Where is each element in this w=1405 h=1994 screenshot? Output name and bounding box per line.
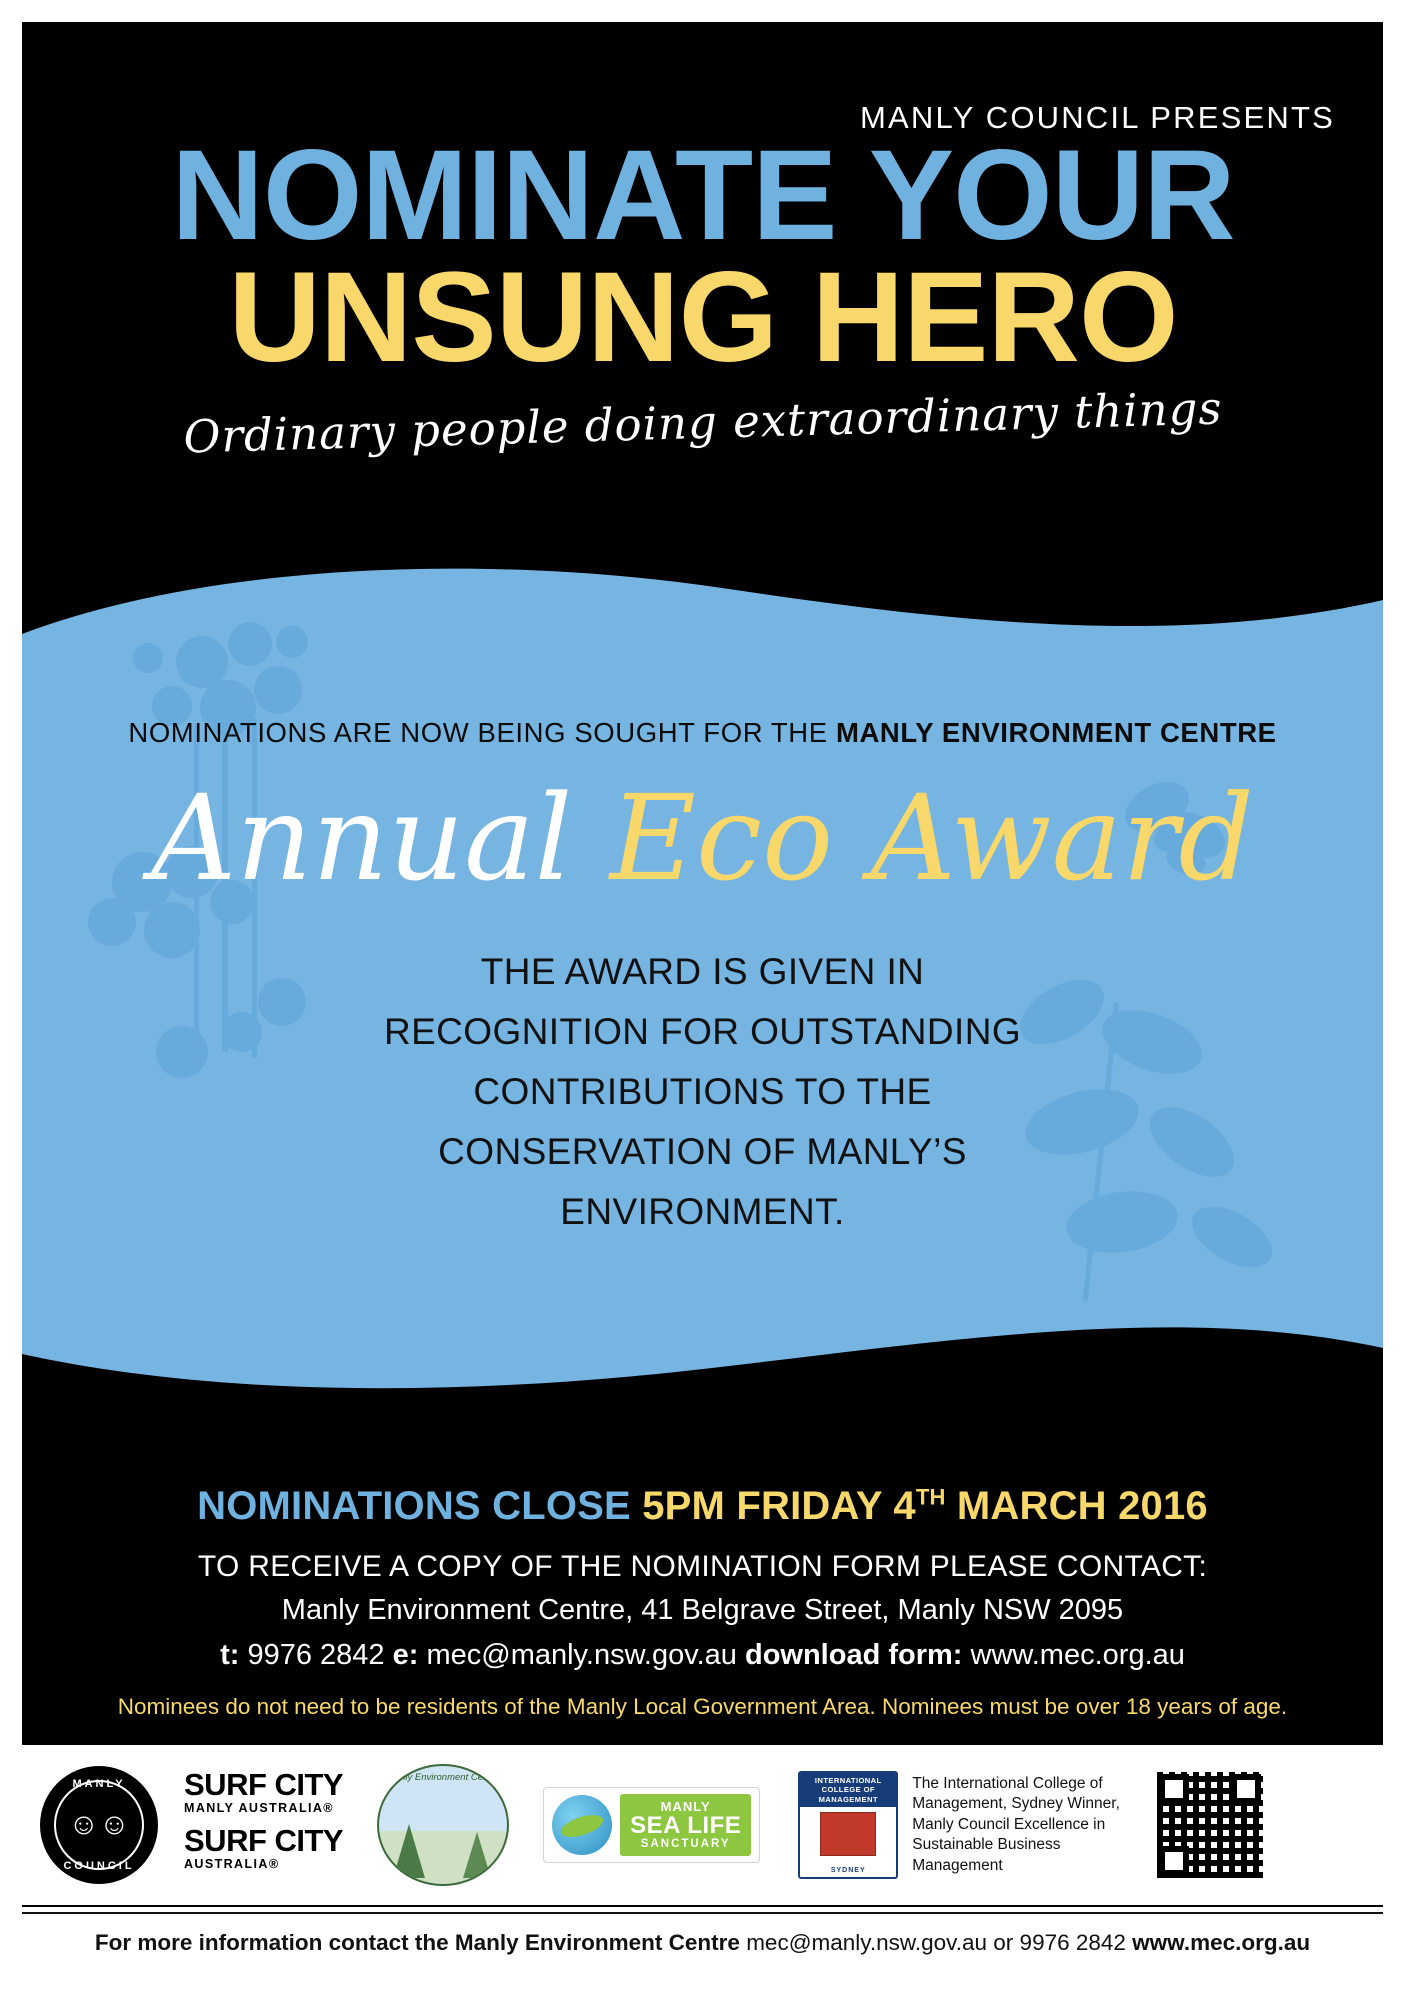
- nominations-sought-prefix: NOMINATIONS ARE NOW BEING SOUGHT FOR THE: [128, 717, 836, 748]
- manly-environment-centre-logo: [343, 1750, 509, 1900]
- tagline: Ordinary people doing extraordinary things: [182, 381, 1224, 464]
- award-description-line: CONTRIBUTIONS TO THE: [473, 1070, 932, 1112]
- award-script-title: [22, 769, 1383, 907]
- award-description-line: THE AWARD IS GIVEN IN: [480, 951, 925, 992]
- qr-code[interactable]: [1127, 1750, 1263, 1900]
- council-seal-bottom-text: COUNCIL: [63, 1860, 135, 1872]
- qr-eye-icon: [1159, 1846, 1189, 1876]
- manly-sea-life-sanctuary-logo: [509, 1750, 760, 1900]
- presents-line: MANLY COUNCIL PRESENTS: [859, 100, 1335, 135]
- surf-city-logos: [158, 1750, 343, 1900]
- nominations-close-date-pre: 5PM FRIDAY 4: [642, 1484, 916, 1528]
- surf-city-manly-sub: MANLY AUSTRALIA®: [184, 1800, 334, 1815]
- sealife-line-3: SANCTUARY: [640, 1838, 731, 1851]
- download-url[interactable]: www.mec.org.au: [962, 1639, 1185, 1671]
- footer-contact-line: [0, 1930, 1405, 1956]
- award-description: [22, 942, 1383, 1242]
- script-word-annual: Annual: [151, 769, 573, 907]
- contact-heading: TO RECEIVE A COPY OF THE NOMINATION FORM PLEASE CONTACT:: [197, 1550, 1208, 1583]
- surf-city-manly-title: SURF CITY: [184, 1767, 344, 1803]
- icm-top-text: INTERNATIONAL COLLEGE OF MANAGEMENT: [800, 1773, 896, 1807]
- icm-bottom-text: SYDNEY: [830, 1867, 866, 1874]
- download-label: download form:: [744, 1639, 963, 1671]
- footer-bold-lead: For more information contact the Manly Environment Centre: [94, 1930, 747, 1955]
- nominations-close-label: NOMINATIONS CLOSE: [197, 1484, 643, 1528]
- manly-council-logo: [22, 1750, 158, 1900]
- phone-label: t:: [220, 1639, 240, 1671]
- nominations-sought-org: MANLY ENVIRONMENT CENTRE: [835, 717, 1277, 748]
- phone-value: 9976 2842: [239, 1639, 393, 1671]
- headline-line-2: UNSUNG HERO: [228, 246, 1178, 389]
- award-description-line: RECOGNITION FOR OUTSTANDING: [383, 1010, 1022, 1052]
- shield-icon: [820, 1812, 876, 1856]
- poster-board: [22, 22, 1383, 1907]
- headline-line-1: NOMINATE YOUR: [171, 124, 1235, 267]
- globe-icon: [552, 1795, 612, 1855]
- email-value[interactable]: mec@manly.nsw.gov.au: [418, 1639, 745, 1671]
- footer-divider: [22, 1912, 1383, 1914]
- qr-eye-icon: [1159, 1774, 1189, 1804]
- surf-city-australia-sub: AUSTRALIA®: [184, 1856, 280, 1871]
- mec-ring-text: Manly Environment Centre: [386, 1772, 500, 1783]
- nominations-sought-line: [22, 717, 1383, 749]
- contact-details: [22, 1639, 1383, 1672]
- award-description-line: CONSERVATION OF MANLY’S: [438, 1130, 967, 1172]
- council-seal-figures-icon: ☺☺: [54, 1780, 144, 1870]
- footer-website[interactable]: www.mec.org.au: [1132, 1930, 1311, 1955]
- nominations-close-line: [22, 1484, 1383, 1529]
- eligibility-note: Nominees do not need to be residents of the Manly Local Government Area. Nominees must be over 18 years of age.: [117, 1694, 1288, 1719]
- logo-strip: [22, 1745, 1383, 1905]
- nominations-close-date-post: MARCH 2016: [945, 1484, 1208, 1528]
- tree-icon: [393, 1824, 425, 1878]
- sealife-line-1: MANLY: [660, 1798, 711, 1814]
- surf-city-australia-title: SURF CITY: [184, 1823, 344, 1858]
- qr-eye-icon: [1231, 1774, 1261, 1804]
- blue-panel-content: [22, 542, 1383, 1422]
- email-label: e:: [392, 1639, 419, 1671]
- icm-logo: [760, 1750, 1127, 1900]
- contact-address: Manly Environment Centre, 41 Belgrave Street, Manly NSW 2095: [281, 1594, 1124, 1626]
- tree-icon: [463, 1832, 491, 1878]
- award-description-line: ENVIRONMENT.: [560, 1190, 845, 1232]
- script-word-eco-award: Eco Award: [609, 769, 1254, 907]
- footer-contact-details: mec@manly.nsw.gov.au or 9976 2842: [746, 1930, 1133, 1955]
- sealife-line-2: SEA LIFE: [630, 1812, 742, 1840]
- icm-award-text: The International College of Management, Sydney Winner, Manly Council Excellence in Sustainable Business Management: [912, 1774, 1120, 1874]
- nominations-close-date-sup: TH: [915, 1484, 946, 1510]
- council-seal-top-text: MANLY: [72, 1778, 126, 1790]
